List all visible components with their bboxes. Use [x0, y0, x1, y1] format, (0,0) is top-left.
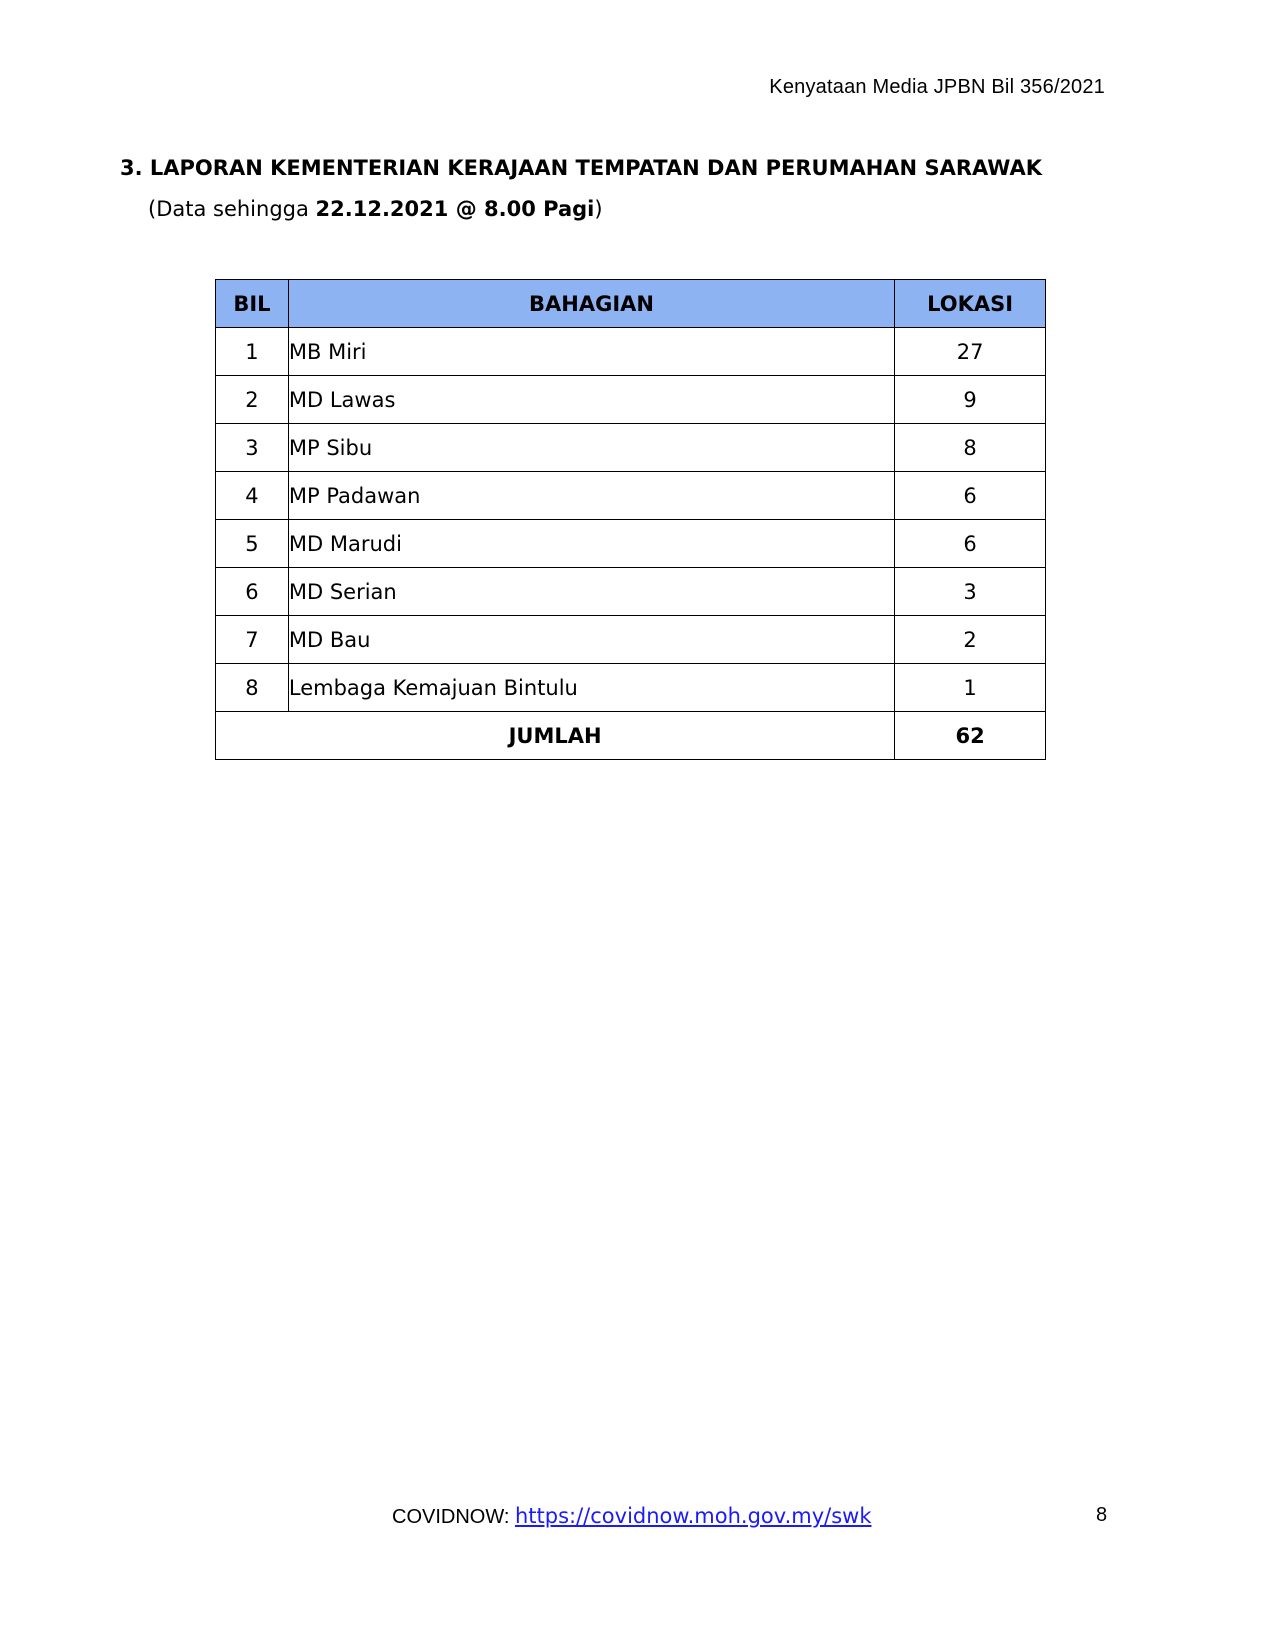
table-row: [216, 664, 1046, 712]
table-header-row: [216, 280, 1046, 328]
cell-bahagian: MB Miri: [288, 328, 894, 376]
cell-lokasi: 27: [895, 328, 1046, 376]
data-as-of-note: [148, 197, 603, 221]
cell-lokasi: 2: [895, 616, 1046, 664]
cell-bil: 5: [216, 520, 289, 568]
total-value: 62: [895, 712, 1046, 760]
cell-bil: 2: [216, 376, 289, 424]
data-note-suffix: ): [594, 197, 603, 221]
cell-bahagian: MP Sibu: [288, 424, 894, 472]
cell-bil: 8: [216, 664, 289, 712]
cell-lokasi: 6: [895, 520, 1046, 568]
page-number: 8: [1096, 1504, 1108, 1526]
locations-table: [215, 279, 1046, 760]
cell-lokasi: 1: [895, 664, 1046, 712]
cell-bahagian: MP Padawan: [288, 472, 894, 520]
total-row: [216, 712, 1046, 760]
cell-bil: 4: [216, 472, 289, 520]
header-bahagian: BAHAGIAN: [288, 280, 894, 328]
cell-lokasi: 6: [895, 472, 1046, 520]
table-row: [216, 568, 1046, 616]
covidnow-link[interactable]: https://covidnow.moh.gov.my/swk: [514, 1504, 872, 1528]
header-lokasi: LOKASI: [895, 280, 1046, 328]
table-row: [216, 328, 1046, 376]
cell-bil: 7: [216, 616, 289, 664]
cell-bil: 1: [216, 328, 289, 376]
table-row: [216, 616, 1046, 664]
cell-bahagian: MD Bau: [288, 616, 894, 664]
cell-bil: 3: [216, 424, 289, 472]
document-reference: Kenyataan Media JPBN Bil 356/2021: [769, 76, 1105, 98]
table-row: [216, 472, 1046, 520]
cell-bahagian: MD Serian: [288, 568, 894, 616]
cell-lokasi: 9: [895, 376, 1046, 424]
section-title: 3. LAPORAN KEMENTERIAN KERAJAAN TEMPATAN DAN PERUMAHAN SARAWAK: [120, 156, 1043, 180]
table-row: [216, 520, 1046, 568]
footer-source-label: COVIDNOW:: [392, 1506, 515, 1528]
cell-lokasi: 8: [895, 424, 1046, 472]
header-bil: BIL: [216, 280, 289, 328]
data-note-date: 22.12.2021 @ 8.00 Pagi: [315, 197, 595, 221]
page-footer: [0, 1504, 1275, 1534]
total-label: JUMLAH: [216, 712, 895, 760]
cell-bil: 6: [216, 568, 289, 616]
data-note-prefix: (Data sehingga: [148, 197, 316, 221]
table-row: [216, 376, 1046, 424]
cell-lokasi: 3: [895, 568, 1046, 616]
footer-source: [392, 1504, 872, 1529]
cell-bahagian: MD Marudi: [288, 520, 894, 568]
cell-bahagian: MD Lawas: [288, 376, 894, 424]
table-row: [216, 424, 1046, 472]
cell-bahagian: Lembaga Kemajuan Bintulu: [288, 664, 894, 712]
